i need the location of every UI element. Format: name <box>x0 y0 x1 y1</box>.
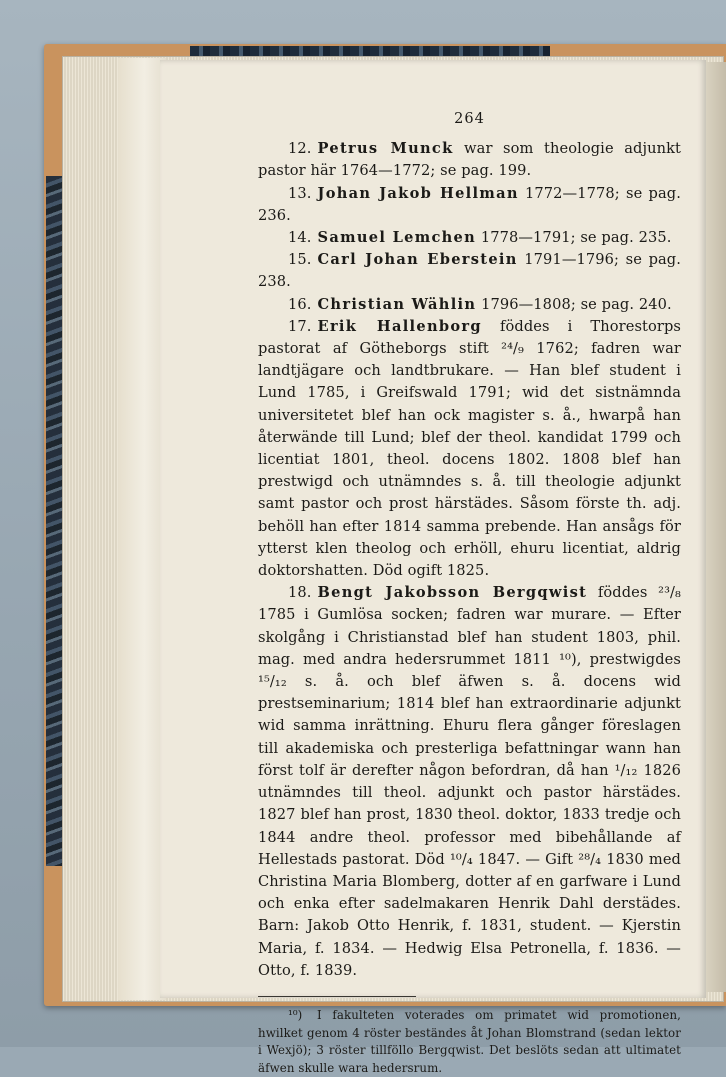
entry-number: 18. <box>288 584 312 602</box>
entry-number: 17. <box>288 317 312 335</box>
entry-text: 1778—1791; se pag. 235. <box>480 229 672 247</box>
entry-text: föddes i Thorestorps pastorat af Götheborgs stift ²⁴/₉ 1762; fadren war landtjägare och landtbrukare. — Han blef student i Lund 1785, i Greifswald 1791; wid det sistnämnda universitetet blef han ock magister s. å., hwarpå han återwände till Lund; blef der theol. kandidat 1799 och licentiat 1801, theol. docens 1802. 1808 blef han prestwigd och utnämndes s. å. till theologie adjunkt samt pastor och prost härstädes. Såsom förste th. adj. behöll han efter 1814 samma prebende. Han ansågs för ytterst klen theolog och erhöll, ehuru licentiat, aldrig doktorshatten. Död ogift 1825. <box>258 317 682 580</box>
entry-16 <box>258 294 681 316</box>
footnote-mark: ¹⁰) <box>288 1007 303 1022</box>
entry-name: Carl Johan Eberstein <box>317 251 518 269</box>
entry-15 <box>258 249 681 293</box>
entry-text: 1772—1778; se pag. 236. <box>258 184 681 224</box>
entry-name: Samuel Lemchen <box>317 229 477 247</box>
book-gutter <box>118 58 166 1000</box>
entry-name: Erik Hallenborg <box>317 317 482 335</box>
entry-name: Christian Wählin <box>317 295 477 313</box>
entry-name: Petrus Munck <box>317 140 454 158</box>
entry-number: 16. <box>288 295 312 313</box>
entry-number: 13. <box>288 184 312 202</box>
entry-number: 15. <box>288 251 312 269</box>
entry-text: 1791—1796; se pag. 238. <box>258 251 681 291</box>
footnote-text: I fakulteten voterades om primatet wid promotionen, hwilket genom 4 röster beständes åt Johan Blomstrand (sedan lektor i Wexjö); 3 röster tillföllo Bergqwist. Det beslöts sedan att ultimatet äfwen skulle wara hedersrum. <box>258 1007 681 1075</box>
marbled-cover-top <box>190 46 550 56</box>
footnote-rule <box>258 996 416 997</box>
footnote <box>258 1007 681 1077</box>
entry-name: Bengt Jakobsson Bergqwist <box>317 584 588 602</box>
page-edge <box>706 62 726 992</box>
entry-number: 12. <box>288 140 312 158</box>
entry-13 <box>258 183 681 227</box>
page-number: 264 <box>454 111 485 127</box>
entry-14 <box>258 227 681 249</box>
entry-name: Johan Jakob Hellman <box>317 184 519 202</box>
entry-number: 14. <box>288 229 312 247</box>
entry-text: war som theologie adjunkt pastor här 1764—1772; se pag. 199. <box>258 140 681 180</box>
entry-12 <box>258 138 681 182</box>
entry-17 <box>258 316 681 582</box>
entry-18 <box>258 582 681 982</box>
entry-text: föddes ²³/₈ 1785 i Gumlösa socken; fadren war murare. — Efter skolgång i Christianstad blef han student 1803, phil. mag. med andra hedersrummet 1811 ¹⁰), prestwigdes ¹⁵/₁₂ s. å. och blef äfwen s. å. docens wid prestseminarium; 1814 blef han extraordinarie adjunkt wid samma inrättning. Ehuru flera gånger föreslagen till akademiska och presterliga befattningar wann han först tolf är derefter någon befordran, då han ¹/₁₂ 1826 utnämndes till theol. adjunkt och pastor härstädes. 1827 blef han prost, 1830 theol. doktor, 1833 tredje och 1844 andre theol. professor med bibehållande af Hellestads pastorat. Död ¹⁰/₄ 1847. — Gift ²⁸/₄ 1830 med Christina Maria Blomberg, dotter af en garfware i Lund och enka efter sadelmakaren Henrik Dahl derstädes. Barn: Jakob Otto Henrik, f. 1831, student. — Kjerstin Maria, f. 1834. — Hedwig Elsa Petronella, f. 1836. — Otto, f. 1839. <box>258 584 681 979</box>
page-text <box>258 108 681 1077</box>
entry-text: 1796—1808; se pag. 240. <box>481 295 672 313</box>
